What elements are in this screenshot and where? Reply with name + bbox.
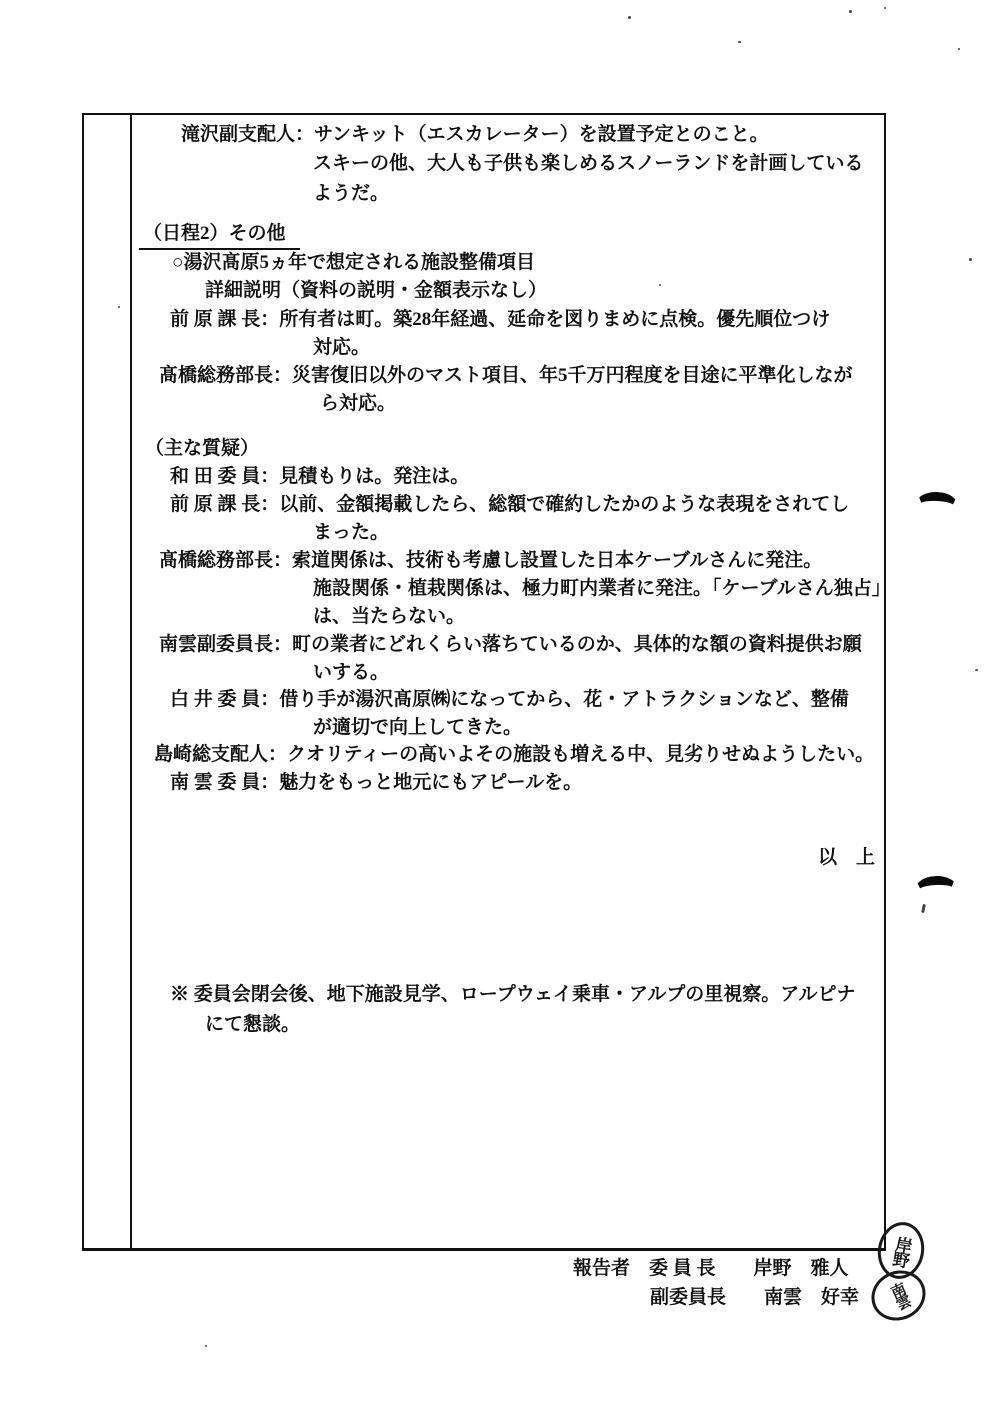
scan-speck [738,41,741,43]
qa-line: 南 雲 委 員：魅力をもっと地元にもアピールを。 [170,772,583,793]
qa-line: 白 井 委 員：借り手が湯沢髙原㈱になってから、花・アトラクションなど、整備 [170,689,849,710]
scan-speck [628,16,631,19]
reporter-vicechair-line: 副委員長 南雲 好幸 [650,1287,860,1308]
qa-line: 施設関係・植栽関係は、極力町内業者に発注。「ケーブルさん独占」 [313,578,891,599]
agenda-topic-detail: 詳細説明（資料の説明・金額表示なし） [205,280,548,301]
scan-speck [975,669,978,671]
qa-line: 前 原 課 長：以前、金額掲載したら、総額で確約したかのような表現をされてし [170,494,850,515]
statement-line: ようだ。 [313,183,390,204]
qa-line: 和 田 委 員：見積もりは。発注は。 [170,466,470,487]
qa-line: いする。 [313,662,390,683]
scan-speck [884,7,886,9]
agenda-topic: ○湯沢髙原5ヵ年で想定される施設整備項目 [172,252,535,273]
statement-line: 対応。 [313,337,371,358]
section-heading-qa: （主な質疑） [145,438,260,459]
statement-line: ら対応。 [320,393,397,414]
closing-mark: 以 上 [818,847,876,868]
statement-line: 前 原 課 長：所有者は町。築28年経過、延命を図りまめに点検。優先順位つけ [170,309,831,330]
scan-speck [118,306,120,308]
qa-line: は、当たらない。 [313,606,466,627]
scan-speck [969,258,972,261]
qa-line: が適切で向上してきた。 [313,717,523,738]
statement-line: 髙橋総務部長：災害復旧以外のマスト項目、年5千万円程度を目途に平準化しなが [159,365,853,386]
scan-speck [921,904,926,913]
scan-speck [659,284,661,286]
seal-kishino: 岸野 [873,1218,928,1282]
section-heading-schedule2: （日程2）その他 [139,221,300,250]
reporter-chair-line: 報告者 委 員 長 岸野 雅人 [573,1258,849,1279]
qa-line: まった。 [313,522,390,543]
minutes-left-column-rule [130,113,132,1251]
seal-nagumo: 南雲 [863,1262,933,1329]
statement-line: 滝沢副支配人：サンキット（エスカレーター）を設置予定とのこと。 [181,124,769,145]
scan-speck [205,1345,207,1347]
qa-line: 南雲副委員長：町の業者にどれくらい落ちているのか、具体的な額の資料提供お願 [159,634,862,655]
scan-speck [849,10,852,13]
scan-arc-artifact [914,875,957,903]
note-line: にて懇談。 [205,1014,301,1035]
qa-line: 髙橋総務部長：索道関係は、技術も考慮し設置した日本ケーブルさんに発注。 [159,550,823,571]
qa-line: 島崎総支配人：クオリティーの高いよその施設も増える中、見劣りせぬようしたい。 [154,744,875,765]
statement-line: スキーの他、大人も子供も楽しめるスノーランドを計画している [313,153,864,174]
scan-speck [958,48,960,50]
note-line: ※ 委員会閉会後、地下施設見学、ロープウェイ乗車・アルプの里視察。アルピナ [170,984,856,1005]
scan-arc-artifact [915,491,958,519]
